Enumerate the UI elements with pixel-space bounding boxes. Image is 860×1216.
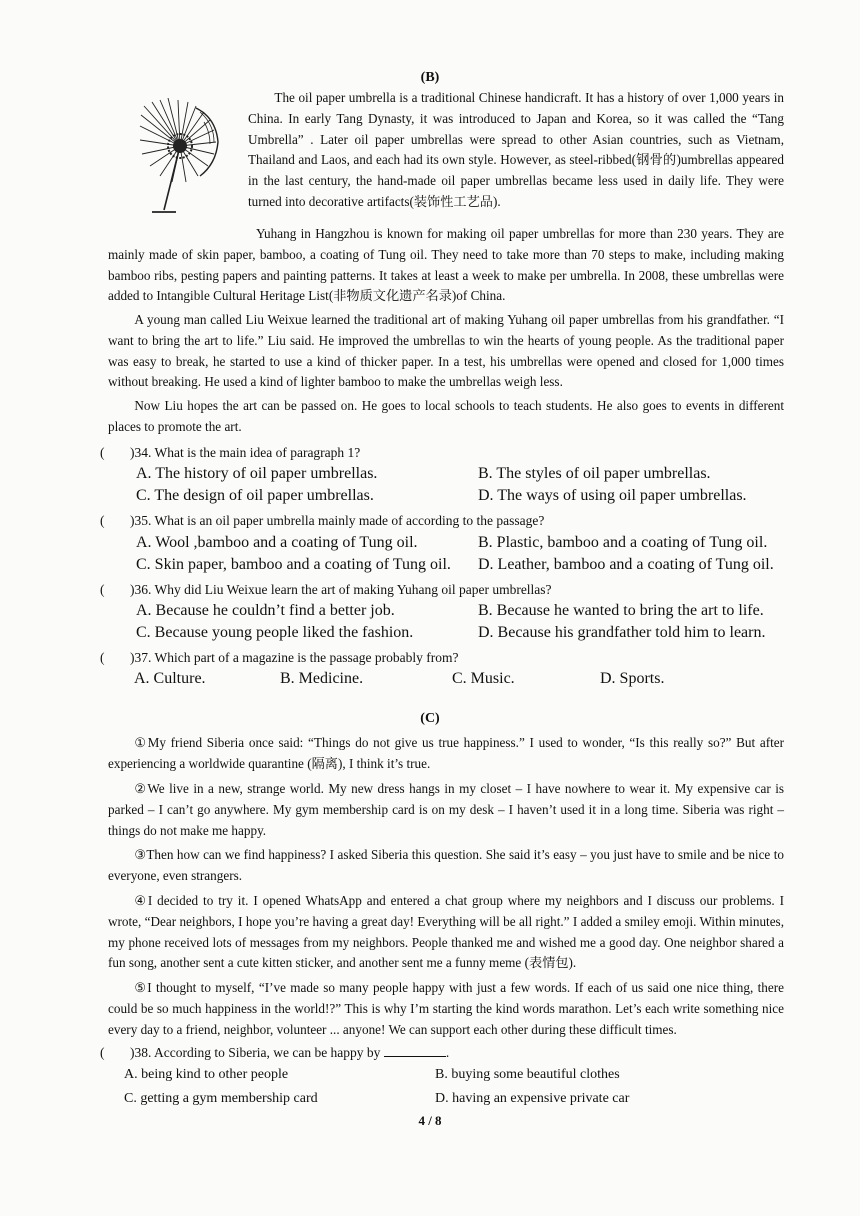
option-c[interactable]: C. The design of oil paper umbrellas. (136, 487, 374, 504)
section-b-paragraph-2: Yuhang in Hangzhou is known for making oil paper umbrellas for more than 230 years. They are mainly made of skin paper, bamboo, a coating of Tung oil. They need to take more than 70 steps to make, including making bamboo ribs, pesting papers and painting patterns. It takes at least a week to make per umbrella. In 2008, these umbrellas were added to Intangible Cultural Heritage List(非物质文化遗产名录)of China. (108, 226, 784, 304)
option-a[interactable]: A. Wool ,bamboo and a coating of Tung oil. (136, 534, 418, 551)
section-c-paragraph-5: ⑤I thought to myself, “I’ve made so many people happy with just a few words. If each of us said one nice thing, there could be so much happiness in the world!?” This is why I’m starting the kind words marathon. Let’s each write something nice every day to a friend, neighbor, volunteer ... anyone! We can support each other during these difficult times. (108, 980, 784, 1037)
question-38 (100, 1043, 820, 1063)
section-b-paragraph-3: A young man called Liu Weixue learned the traditional art of making Yuhang oil paper umbrellas from his grandfather. “I want to bring the art to life.” Liu said. He improved the umbrellas to win the hearts of young people. As the traditional paper was easy to break, he started to use a kind of thicker paper. In a test, his umbrellas were opened and closed for 1,000 times without breaking. He used a kind of lighter bamboo to make the umbrellas weigh less. (108, 312, 784, 390)
question-stem: )36. Why did Liu Weixue learn the art of making Yuhang oil paper umbrellas? (130, 582, 552, 597)
option-b[interactable]: B. Medicine. (280, 670, 364, 687)
option-b[interactable]: B. Plastic, bamboo and a coating of Tung oil. (478, 534, 768, 551)
option-a[interactable]: A. Because he couldn’t find a better job. (136, 602, 395, 619)
section-b-paragraph-4: Now Liu hopes the art can be passed on. He goes to local schools to teach students. He also goes to events in different places to promote the art. (108, 398, 784, 434)
option-d[interactable]: D. Because his grandfather told him to learn. (478, 624, 766, 641)
question-35 (100, 511, 820, 531)
answer-blank[interactable]: ( (100, 1045, 105, 1060)
section-c-paragraph-3: ③Then how can we find happiness? I asked Siberia this question. She said it’s easy – you just have to smile and be nice to everyone, even strangers. (108, 847, 784, 883)
option-a[interactable]: A. The history of oil paper umbrellas. (136, 465, 378, 482)
question-34 (100, 443, 820, 463)
section-b-title: (B) (420, 70, 440, 85)
option-b[interactable]: B. Because he wanted to bring the art to life. (478, 602, 764, 619)
question-36 (100, 580, 820, 600)
option-d[interactable]: D. having an expensive private car (435, 1091, 630, 1106)
question-stem: )37. Which part of a magazine is the passage probably from? (130, 650, 459, 665)
answer-blank[interactable]: ( (100, 445, 105, 460)
option-c[interactable]: C. Music. (452, 670, 515, 687)
section-c-title: (C) (420, 711, 440, 726)
option-a[interactable]: A. Culture. (134, 670, 206, 687)
option-c[interactable]: C. Skin paper, bamboo and a coating of Tung oil. (136, 556, 451, 573)
section-c-paragraph-1: ①My friend Siberia once said: “Things do not give us true happiness.” I used to wonder, “Is this really so?” But after experiencing a worldwide quarantine (隔离), I think it’s true. (108, 735, 784, 771)
option-d[interactable]: D. Leather, bamboo and a coating of Tung oil. (478, 556, 774, 573)
question-end-mark: . (445, 1045, 450, 1060)
fill-in-blank[interactable] (384, 1044, 446, 1057)
section-c-paragraph-2: ②We live in a new, strange world. My new dress hangs in my closet – I have nowhere to wear it. My expensive car is parked – I can’t go anywhere. My gym membership card is on my desk – I haven’t used it in a long time. Siberia was right – things do not make me happy. (108, 781, 784, 838)
page-number: 4 / 8 (418, 1113, 442, 1128)
question-stem: )34. What is the main idea of paragraph 1? (130, 445, 361, 460)
answer-blank[interactable]: ( (100, 650, 105, 665)
option-d[interactable]: D. The ways of using oil paper umbrellas. (478, 487, 747, 504)
section-c-paragraph-4: ④I decided to try it. I opened WhatsApp and entered a chat group where my neighbors and I discuss our problems. I wrote, “Dear neighbors, I hope you’re having a great day! Everything will be all right.” I added a smiley emoji. Within minutes, my phone received lots of messages from my neighbors. People thanked me and wished me a good day. One neighbor shared a fun song, another sent a cute kitten sticker, and another sent me a funny meme (表情包). (108, 893, 784, 971)
option-b[interactable]: B. The styles of oil paper umbrellas. (478, 465, 711, 482)
option-d[interactable]: D. Sports. (600, 670, 665, 687)
answer-blank[interactable]: ( (100, 513, 105, 528)
answer-blank[interactable]: ( (100, 582, 105, 597)
question-stem: )38. According to Siberia, we can be happy by (130, 1045, 381, 1060)
question-stem: )35. What is an oil paper umbrella mainly made of according to the passage? (130, 513, 545, 528)
option-c[interactable]: C. Because young people liked the fashion. (136, 624, 414, 641)
option-a[interactable]: A. being kind to other people (124, 1067, 289, 1082)
question-37 (100, 648, 820, 668)
option-c[interactable]: C. getting a gym membership card (124, 1091, 318, 1106)
section-b-paragraph-1: The oil paper umbrella is a traditional Chinese handicraft. It has a history of over 1,000 years in China. In early Tang Dynasty, it was introduced to Japan and Korea, so it was called the “Tang Umbrella” . Later oil paper umbrellas were spread to other Asian countries, such as Vietnam, Thailand and Laos, and each had its own style. However, as steel-ribbed(钢骨的)umbrellas appeared in the last century, the hand-made oil paper umbrellas became less used in daily life. They were turned into decorative artifacts(装饰性工艺品). (248, 90, 784, 209)
umbrella-illustration (138, 98, 238, 223)
option-b[interactable]: B. buying some beautiful clothes (435, 1067, 620, 1082)
